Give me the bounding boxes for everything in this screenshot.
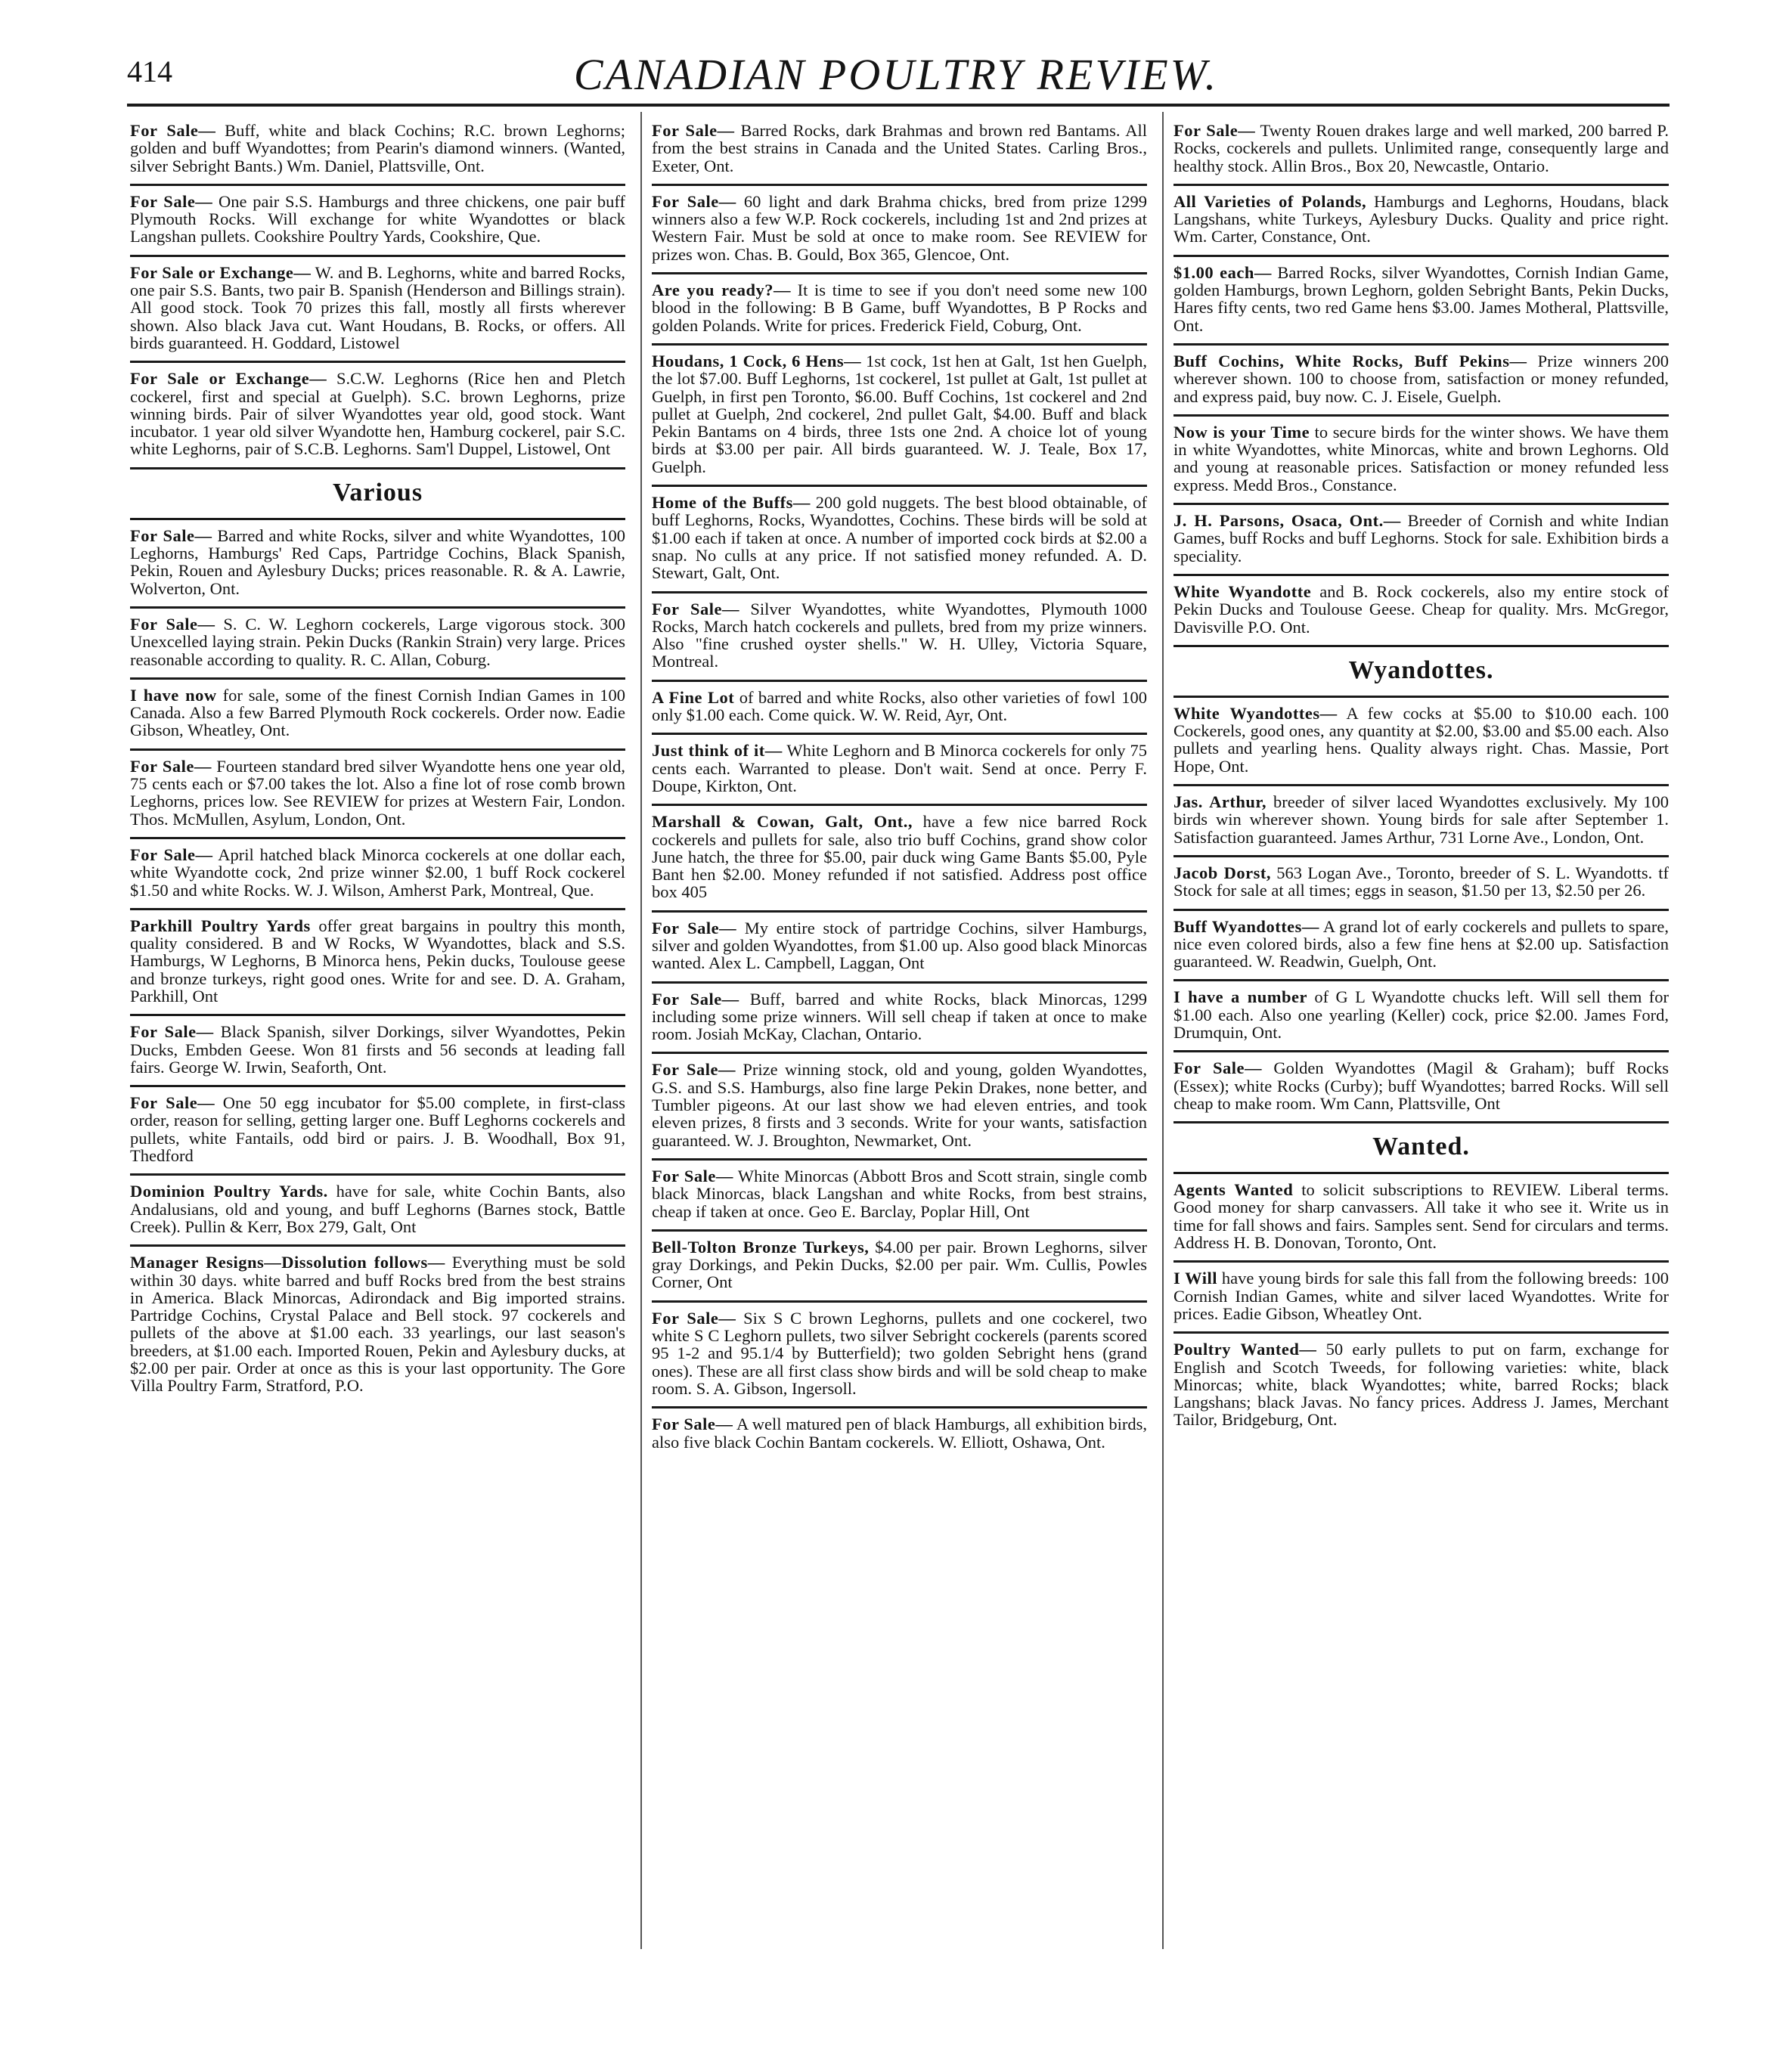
ad-lead: Just think of it— [652, 741, 783, 761]
ad-lead: For Sale— [652, 1415, 733, 1434]
column-1 [130, 115, 625, 1404]
ad-code: 300 [600, 614, 625, 634]
ad-lead: For Sale or Exchange— [130, 262, 312, 282]
column-divider [1162, 112, 1164, 1949]
page-number: 414 [127, 54, 172, 88]
classified-ad [652, 735, 1147, 806]
ad-body: Prize winners wherever shown. 100 to choose from, satisfaction or money refunded, and express paid, buy now. C. J. Eisele, Guelph. [1173, 351, 1669, 406]
ad-body: White Leghorn and B Minorca cockerels for only 75 cents each. Warranted to please. Don't wait. Send at once. Perry F. Doupe, Kirkton, Ont. [652, 741, 1147, 795]
classified-ad [130, 115, 625, 186]
ad-lead: Buff Cochins, White Rocks, Buff Pekins— [1173, 351, 1527, 370]
ad-lead: I have now [130, 685, 217, 705]
ad-body: offer great bargains in poultry this month, quality considered. B and W Rocks, W Wyandottes, black and S.S. Hamburgs, W Leghorns, B Minorca hens, Pekin ducks, Toulouse geese and bronze turkeys, right good ones. Write for and see. D. A. Graham, Parkhill, Ont [130, 916, 626, 1006]
ad-body: April hatched black Minorca cockerels at one dollar each, white Wyandotte cock, 2nd prize winner $2.00, 1 buff Rock cockerel $1.50 and white Rocks. W. J. Wilson, Amherst Park, Montreal, Que. [130, 844, 626, 900]
classified-ad [1173, 981, 1669, 1052]
classified-ad [652, 593, 1147, 682]
ad-body: My entire stock of partridge Cochins, silver Hamburgs, silver and golden Wyandottes, from $1.00 up. Also good black Minorcas wanted. Alex L. Campbell, Laggan, Ont [652, 918, 1147, 973]
classified-ad [652, 346, 1147, 487]
ad-lead: For Sale— [652, 1308, 736, 1328]
column-3 [1173, 115, 1669, 1438]
classified-ad [652, 487, 1147, 593]
ad-body: Six S C brown Leghorns, pullets and one cockerel, two white S C Leghorn pullets, two silver Sebright cockerels (parents scored 95 1-2 and 95.1/4 by Butterfield); two golden Sebright hens (grand ones). These are all first class show birds and will be sold cheap to make room. S. A. Gibson, Ingersoll. [652, 1308, 1147, 1398]
ad-body: Twenty Rouen drakes large and well marked, 200 barred P. Rocks, cockerels and pullets. Unlimited range, consequently large and healthy stock. Allin Bros., Box 20, Newcastle, Ontario. [1173, 121, 1670, 175]
ad-lead: I Will [1173, 1269, 1218, 1288]
classified-ad [1173, 1263, 1669, 1334]
ad-lead: Bell-Tolton Bronze Turkeys, [652, 1237, 870, 1257]
ad-body: White Minorcas (Abbott Bros and Scott strain, single comb black Minorcas, black Langshan and white Rocks, from best strains, cheap if taken at once. Geo E. Barclay, Poplar Hill, Ont [652, 1166, 1147, 1221]
classified-ad [652, 1161, 1147, 1232]
ad-body: It is time to see if you don't need some new blood in the following: B B Game, buff Wyandottes, B P Rocks and golden Polands. Write for prices. Frederick Field, Coburg, Ont. [652, 280, 1147, 335]
ad-lead: Dominion Poultry Yards. [130, 1182, 328, 1201]
ad-lead: For Sale— [652, 191, 736, 211]
ad-lead: White Wyandottes— [1173, 703, 1338, 723]
ad-body: Hamburgs and Leghorns, Houdans, black Langshans, white Turkeys, Aylesbury Ducks. Quality and price right. Wm. Carter, Constance, Ont. [1173, 191, 1669, 246]
ad-body: of barred and white Rocks, also other varieties of fowl only $1.00 each. Come quick. W. W. Reid, Ayr, Ont. [652, 687, 1116, 725]
ad-body: to secure birds for the winter shows. We have them in white Wyandottes, white Minorcas, white and brown Leghorns. Old and young at reasonable prices. Satisfaction or money refunded less express. Medd Bros., Constance. [1173, 422, 1670, 494]
section-heading: Wanted. [1173, 1123, 1669, 1174]
classified-ad [652, 1408, 1147, 1460]
ad-body: for sale, some of the finest Cornish Indian Games in Canada. Also a few Barred Plymouth Rock cockerels. Order now. Eadie Gibson, Wheatley, Ont. [130, 685, 625, 740]
ad-lead: Marshall & Cowan, Galt, Ont., [652, 812, 913, 832]
ad-lead: For Sale— [130, 756, 212, 776]
ad-lead: Manager Resigns—Dissolution follows— [130, 1253, 445, 1272]
ad-body: S. C. W. Leghorn cockerels, Large vigorous stock. Unexcelled laying strain. Pekin Ducks (Rankin Strain) very large. Prices reasonable according to quality. R. C. Allan, Coburg. [130, 614, 625, 669]
ad-body: 563 Logan Ave., Toronto, breeder of S. L. Wyandotts. Stock for sale at all times; eggs in season, $1.50 per 13, $2.50 per 26. [1173, 863, 1653, 900]
ad-body: One 50 egg incubator for $5.00 complete, in first-class order, reason for selling, getting larger one. Buff Leghorns cockerels and pullets, white Fantails, odd bird or pairs. J. B. Woodhall, Box 91, Thedford [130, 1093, 625, 1166]
ad-lead: For Sale or Exchange— [130, 369, 327, 389]
ad-lead: Buff Wyandottes— [1173, 916, 1319, 936]
classified-ad [1173, 698, 1669, 786]
ad-lead: For Sale— [1173, 121, 1256, 140]
classified-ad [652, 1303, 1147, 1408]
classified-ad [1173, 1334, 1669, 1437]
classified-ad [130, 1247, 625, 1403]
ad-lead: Houdans, 1 Cock, 6 Hens— [652, 351, 862, 370]
ad-lead: Poultry Wanted— [1173, 1340, 1317, 1359]
ad-lead: $1.00 each— [1173, 262, 1272, 282]
ad-body: A few cocks at $5.00 to $10.00 each. Cockerels, good ones, any quantity at $2.00, $3.00 and $5.00 each. Also pullets and yearling hens. Quality always right. Chas. Massie, Port Hope, Ont. [1173, 703, 1669, 776]
classified-ad [652, 913, 1147, 984]
ad-lead: For Sale— [130, 1022, 214, 1042]
ad-code: 1299 [1113, 989, 1147, 1009]
classified-ad [652, 186, 1147, 274]
ad-body: have young birds for sale this fall from the following breeds: Cornish Indian Games, white and silver laced Wyandottes. Write for prices. Eadie Gibson, Wheatley Ont. [1173, 1269, 1669, 1323]
classified-ad [130, 839, 625, 910]
classified-ad [130, 751, 625, 839]
ad-body: 200 gold nuggets. The best blood obtainable, of buff Leghorns, Rocks, Wyandottes, Cochins. These birds will be sold at $1.00 each if taken at once. A number of imported cock birds at $2.00 a snap. No culls at any price. If not satisfied money refunded. A. D. Stewart, Galt, Ont. [652, 493, 1147, 583]
ad-body: breeder of silver laced Wyandottes exclusively. My birds win wherever shown. Young birds for sale after September 1. Satisfaction guaranteed. James Arthur, 731 Lorne Ave., London, Ont. [1173, 792, 1669, 847]
publication-title: CANADIAN POULTRY REVIEW. [573, 50, 1219, 99]
ad-lead: Home of the Buffs— [652, 493, 811, 513]
ad-body: 1st cock, 1st hen at Galt, 1st hen Guelph, the lot $7.00. Buff Leghorns, 1st cockerel, 1st pullet at Galt, 1st pullet at Guelph, in first pen Toronto, $6.00. Buff Cochins, 1st cockerel and 2nd pullet at Guelph, 2nd cockerel, 2nd pullet Galt, $4.00. Buff and black Pekin Bantams on 4 birds, three 1sts one 2nd. A choice lot of young birds at $3.00 per pair. All birds guaranteed. W. J. Teale, Box 17, Guelph. [652, 351, 1147, 476]
ad-code: 100 [1121, 687, 1147, 707]
ad-code: 100 [600, 685, 625, 705]
classified-ad [130, 609, 625, 680]
classified-ad [130, 186, 625, 257]
ad-body: have a few nice barred Rock cockerels and pullets for sale, also trio buff Cochins, grand show color June hatch, the three for $5.00, pair duck wing Game Bants $5.00, Pyle Bant hen $2.00. Money refunded if not satisfied. Address post office box 405 [652, 812, 1147, 902]
ad-lead: For Sale— [652, 989, 739, 1009]
ad-body: Breeder of Cornish and white Indian Games, buff Rocks and buff Leghorns. Stock for sale. Exhibition birds a speciality. [1173, 511, 1669, 566]
ad-lead: For Sale— [652, 121, 735, 140]
ad-lead: Agents Wanted [1173, 1180, 1294, 1200]
ad-lead: Jacob Dorst, [1173, 863, 1271, 882]
ad-code: 100 [1643, 703, 1669, 723]
classified-ad [1173, 576, 1669, 647]
section-heading: Wyandottes. [1173, 647, 1669, 698]
ad-body: Black Spanish, silver Dorkings, silver Wyandottes, Pekin Ducks, Embden Geese. Won 81 firsts and 56 seconds at leading fall fairs. George W. Irwin, Seaforth, Ont. [130, 1022, 625, 1077]
ad-body: 60 light and dark Brahma chicks, bred from prize winners also a few W.P. Rock cockerels, including 1st and 2nd prizes at Western Fair. Must be sold at once to make room. See REVIEW for prizes won. Chas. B. Gould, Box 365, Glencoe, Ont. [652, 191, 1147, 264]
classified-ad [1173, 417, 1669, 505]
ad-lead: Now is your Time [1173, 422, 1310, 442]
ad-code: 100 [600, 525, 625, 545]
ad-body: Prize winning stock, old and young, golden Wyandottes, G.S. and S.S. Hamburgs, also fine large Pekin Drakes, none better, and Tumbler pigeons. At our last show we had eleven entries, and took eleven prizes, 8 firsts and 3 seconds. Write for your wants, satisfaction guaranteed. W. J. Broughton, Newmarket, Ont. [652, 1060, 1147, 1150]
classified-ad [130, 680, 625, 751]
ad-body: Everything must be sold within 30 days. white barred and buff Rocks bred from the best strains in America. Black Minorcas, Adirondack and Big imported strains. Partridge Cochins, Crystal Palace and Bell stock. 97 cockerels and pullets of the above at $1.00 each. 33 yearlings, our last season's breeders, at $1.00 each. Imported Rouen, Pekin and Aylesbury ducks, at $2.00 per pair. Order at once as this is your last opportunity. The Gore Villa Poultry Farm, Stratford, P.O. [130, 1253, 626, 1396]
ad-body: $4.00 per pair. Brown Leghorns, silver gray Dorkings, and Pekin Ducks, $2.00 per pair. Wm. Cullis, Powles Corner, Ont [652, 1237, 1147, 1292]
ad-body: Barred and white Rocks, silver and white Wyandottes, Leghorns, Hamburgs' Red Caps, Partridge Cochins, Black Spanish, Pekin, Rouen and Aylesbury Ducks; prices reasonable. R. & A. Lawrie, Wolverton, Ont. [130, 525, 625, 598]
ad-body: Buff, white and black Cochins; R.C. brown Leghorns; golden and buff Wyandottes; from Pearin's diamond winners. (Wanted, silver Sebright Bants.) Wm. Daniel, Plattsville, Ont. [130, 121, 626, 175]
ad-lead: Jas. Arthur, [1173, 792, 1266, 812]
classified-ad [1173, 786, 1669, 857]
ad-body: S.C.W. Leghorns (Rice hen and Pletch cockerel, first and special at Guelph). S.C. brown Leghorns, prize winning birds. Pair of silver Wyandottes year old, good stock. Want incubator. 1 year old silver Wyandotte hen, Hamburg cockerel, pair S.C. white Leghorns, pair of S.C.B. Leghorns. Sam'l Duppel, Listowel, Ont [130, 369, 626, 459]
ad-code: 100 [1121, 280, 1147, 300]
ad-lead: White Wyandotte [1173, 581, 1312, 601]
section-heading: Various [130, 469, 625, 520]
ad-lead: For Sale— [130, 191, 213, 211]
ad-lead: All Varieties of Polands, [1173, 191, 1367, 211]
ad-body: A well matured pen of black Hamburgs, all exhibition birds, also five black Cochin Bantam cockerels. W. Elliott, Oshawa, Ont. [652, 1415, 1147, 1452]
ad-body: have for sale, white Cochin Bants, also Andalusians, old and young, and buff Leghorns (Barnes stock, Battle Creek). Pullin & Kerr, Box 279, Galt, Ont [130, 1182, 626, 1236]
classified-ad [652, 1054, 1147, 1160]
ad-body: A grand lot of early cockerels and pullets to spare, nice even colored birds, also a few fine hens at $2.00 up. Satisfaction guaranteed. W. Readwin, Guelph, Ont. [1173, 916, 1669, 972]
classified-ad [652, 984, 1147, 1055]
ad-code: tf [1658, 863, 1669, 882]
ad-lead: For Sale— [130, 1093, 215, 1113]
classified-ad [1173, 505, 1669, 576]
ad-lead: For Sale— [652, 1166, 733, 1185]
classified-ad [130, 520, 625, 609]
ad-body: and B. Rock cockerels, also my entire stock of Pekin Ducks and Toulouse Geese. Cheap for quality. Mrs. McGregor, Davisville P.O. Ont. [1173, 581, 1669, 637]
classified-ad [130, 363, 625, 469]
ad-lead: A Fine Lot [652, 687, 735, 707]
classified-ad [1173, 911, 1669, 982]
ad-code: 200 [1643, 351, 1669, 370]
ad-body: W. and B. Leghorns, white and barred Rocks, one pair S.S. Bants, two pair B. Spanish (Henderson and Billings strain). All good stock. Took 70 prizes this fall, mostly all firsts wherever shown. Also black Java cut. Want Houdans, B. Rocks, or offers. All birds guaranteed. H. Goddard, Listowel [130, 262, 625, 352]
ad-body: Barred Rocks, silver Wyandottes, Cornish Indian Game, golden Hamburgs, brown Leghorn, golden Sebright Bants, Pekin Ducks, Hares fifty cents, two red Game hens $3.00. James Motheral, Plattsville, Ont. [1173, 262, 1669, 335]
ad-body: Silver Wyandottes, white Wyandottes, Plymouth Rocks, March hatch cockerels and pullets, bred from my prize winners. Also "fine crushed oyster shells." W. H. Ulley, Victoria Square, Montreal. [652, 599, 1147, 671]
classified-ad [130, 1176, 625, 1247]
classified-ad [652, 274, 1147, 346]
ad-code: 1000 [1113, 599, 1147, 618]
classified-ad [130, 257, 625, 363]
ad-code: 100 [1643, 1269, 1669, 1288]
ad-code: 1299 [1113, 191, 1147, 211]
ad-lead: J. H. Parsons, Osaca, Ont.— [1173, 511, 1401, 531]
ad-lead: Parkhill Poultry Yards [130, 916, 311, 935]
ad-lead: For Sale— [652, 599, 739, 618]
ad-body: Golden Wyandottes (Magil & Graham); buff Rocks (Essex); white Rocks (Curby); buff Wyandottes; barred Rocks. Will sell cheap to make room. Wm Cann, Plattsville, Ont [1173, 1058, 1670, 1113]
ad-lead: For Sale— [130, 121, 216, 140]
ad-body: 50 early pullets to put on farm, exchange for English and Scotch Tweeds, for following varieties: white, black Minorcas; white, black Wyandottes; white, barred Rocks; black Langshans; black Javas. No fancy prices. Address J. James, Merchant Tailor, Bridgeburg, Ont. [1173, 1340, 1670, 1430]
classified-ad [130, 1087, 625, 1176]
ad-lead: For Sale— [1173, 1058, 1262, 1078]
ad-body: Fourteen standard bred silver Wyandotte hens one year old, 75 cents each or $7.00 takes the lot. Also a fine lot of rose comb brown Leghorns, prices low. See REVIEW for prizes at Western Fair, London. Thos. McMullen, Asylum, London, Ont. [130, 756, 626, 829]
ad-lead: For Sale— [652, 918, 737, 937]
ad-body: Buff, barred and white Rocks, black Minorcas, including some prize winners. Will sell cheap if taken at once to make room. Josiah McKay, Clachan, Ontario. [652, 989, 1147, 1044]
classified-ad [130, 1016, 625, 1087]
header-rule [127, 104, 1670, 107]
classified-ad [652, 682, 1147, 736]
classified-ad [652, 115, 1147, 186]
ad-lead: For Sale— [130, 614, 215, 634]
classified-ad [652, 1232, 1147, 1303]
classified-ad [1173, 257, 1669, 346]
ad-lead: For Sale— [652, 1060, 736, 1080]
classified-ad [1173, 115, 1669, 186]
ad-lead: For Sale— [130, 844, 213, 864]
classified-ad [1173, 1174, 1669, 1263]
ad-body: One pair S.S. Hamburgs and three chickens, one pair buff Plymouth Rocks. Will exchange for white Wyandottes or black Langshan pullets. Cookshire Poultry Yards, Cookshire, Que. [130, 191, 626, 246]
column-divider [640, 112, 642, 1949]
ad-lead: I have a number [1173, 987, 1307, 1007]
ad-body: of G L Wyandotte chucks left. Will sell them for $1.00 each. Also one yearling (Keller) cock, price $2.00. James Ford, Drumquin, Ont. [1173, 987, 1670, 1042]
ad-body: Barred Rocks, dark Brahmas and brown red Bantams. All from the best strains in Canada and the United States. Carling Bros., Exeter, Ont. [652, 121, 1148, 175]
classified-ad [1173, 857, 1669, 911]
classified-ad [1173, 1052, 1669, 1123]
classified-ad [130, 910, 625, 1016]
ad-lead: Are you ready?— [652, 280, 791, 300]
column-2 [652, 115, 1147, 1460]
classified-ad [1173, 186, 1669, 257]
ad-code: 100 [1643, 792, 1669, 812]
ad-lead: For Sale— [130, 525, 212, 545]
classified-ad [652, 806, 1147, 912]
ad-body: to solicit subscriptions to REVIEW. Liberal terms. Good money for sharp canvassers. All take it who see it. Write us in time for fall shows and fairs. Samples sent. Send for circulars and terms. Address H. B. Donovan, Toronto, Ont. [1173, 1180, 1670, 1253]
classified-ad [1173, 346, 1669, 417]
